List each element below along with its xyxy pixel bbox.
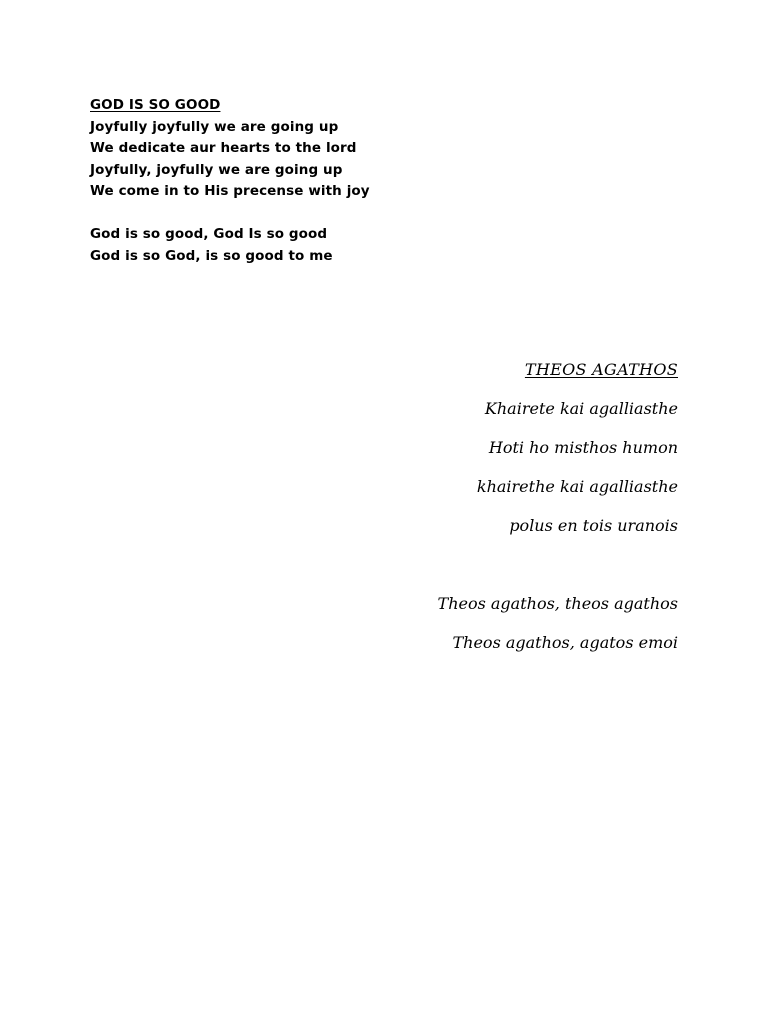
stanza-spacer: [90, 203, 510, 225]
english-verse-line-3: Joyfully, joyfully we are going up: [90, 161, 343, 178]
stanza-spacer: [318, 545, 678, 584]
greek-song-block: [318, 350, 678, 662]
english-chorus-line-2: God is so God, is so good to me: [90, 247, 333, 264]
greek-verse-line-4: polus en tois uranois: [509, 516, 678, 535]
greek-song-title: THEOS AGATHOS: [524, 360, 678, 379]
english-song-title: GOD IS SO GOOD: [90, 97, 221, 113]
greek-chorus-line-2: Theos agathos, agatos emoi: [452, 633, 678, 652]
greek-verse-line-2: Hoti ho misthos humon: [488, 438, 678, 457]
english-verse-line-2: We dedicate aur hearts to the lord: [90, 140, 357, 156]
greek-verse-line-3: khairethe kai agalliasthe: [476, 477, 678, 496]
greek-chorus-line-1: Theos agathos, theos agathos: [437, 594, 678, 613]
english-verse-line-4: We come in to His precense with joy: [90, 183, 370, 199]
english-song-block: [90, 95, 510, 267]
greek-verse-line-1: Khairete kai agalliasthe: [484, 399, 678, 418]
english-verse-line-1: Joyfully joyfully we are going up: [90, 118, 339, 135]
english-chorus-line-1: God is so good, God Is so good: [90, 226, 328, 242]
